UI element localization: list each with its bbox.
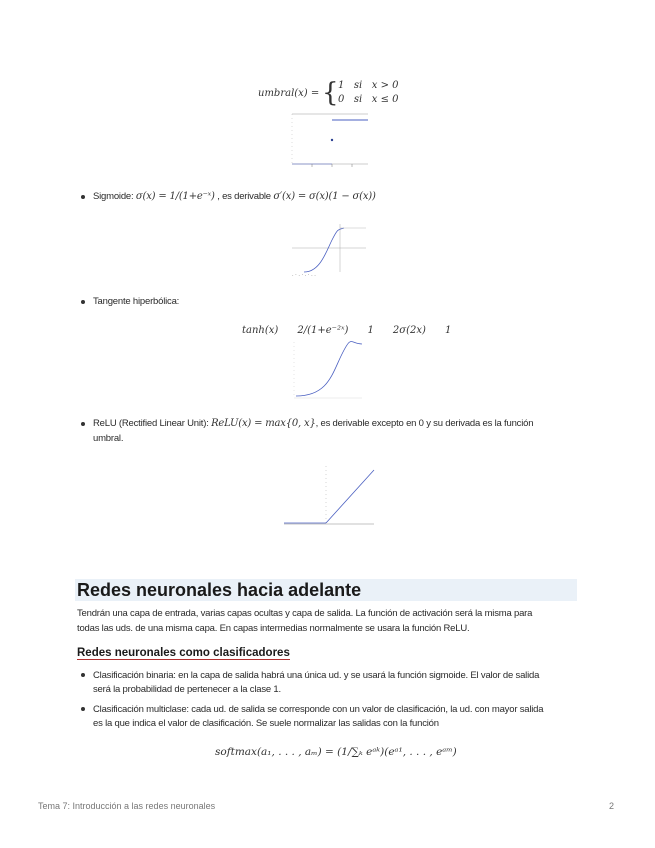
- page-number: 2: [609, 801, 615, 811]
- relu-item: [93, 418, 573, 444]
- section-paragraph: [77, 606, 577, 636]
- tanh-label: Tangente hiperbólica:: [93, 296, 180, 307]
- threshold-lhs: umbral(x) =: [258, 88, 320, 99]
- threshold-case-2: 0 si x ≤ 0: [338, 94, 399, 105]
- section-paragraph-line2: todas las uds. de una misma capa. En capas intermedias normalmente se usara la función ReLU.: [77, 623, 470, 634]
- sigmoid-derivative: σ′(x) = σ(x)(1 − σ(x)): [273, 191, 376, 202]
- svg-text:. · . · . · . .: . · . · . · . .: [292, 272, 316, 278]
- tanh-formula: tanh(x) 2/(1+e⁻²ˣ) 1 2σ(2x) 1: [242, 325, 452, 336]
- sigmoid-formula: σ(x) = 1/(1+e⁻ˣ): [135, 191, 215, 202]
- sigmoid-item: [93, 191, 376, 202]
- relu-text-line2: umbral.: [93, 433, 124, 444]
- multiclass-classification-line2: es la que indica el valor de clasificación. Se suele normalizar las salidas con la función: [93, 718, 439, 729]
- relu-formula: ReLU(x) = max{0, x}: [211, 418, 316, 429]
- threshold-plot: [288, 112, 372, 172]
- binary-classification-item: [93, 669, 578, 697]
- threshold-brace: {: [322, 78, 339, 108]
- subsection-title: Redes neuronales como clasificadores: [77, 647, 290, 659]
- sigmoid-label: Sigmoide:: [93, 191, 134, 202]
- sigmoid-plot: [290, 222, 370, 278]
- binary-classification-line1: Clasificación binaria: en la capa de salida habrá una única ud. y se usará la función sigmoide. El valor de salida: [93, 670, 540, 681]
- section-paragraph-line1: Tendrán una capa de entrada, varias capas ocultas y capa de salida. La función de activación será la misma para: [77, 608, 533, 619]
- multiclass-classification-line1: Clasificación multiclase: cada ud. de salida se corresponde con un valor de clasificación, la ud. con mayor salida: [93, 704, 544, 715]
- binary-classification-line2: será la probabilidad de pertenecer a la clase 1.: [93, 684, 281, 695]
- threshold-case-1: 1 si x > 0: [338, 80, 399, 91]
- footer-title: Tema 7: Introducción a las redes neuronales: [38, 801, 216, 811]
- multiclass-classification-item: [93, 703, 578, 731]
- relu-label: ReLU (Rectified Linear Unit):: [93, 418, 209, 429]
- tanh-plot: [288, 340, 364, 402]
- relu-plot: [282, 464, 378, 530]
- tanh-item: [93, 296, 179, 307]
- section-title: Redes neuronales hacia adelante: [75, 579, 577, 601]
- sigmoid-derivable-text: , es derivable: [217, 191, 271, 202]
- relu-text: , es derivable excepto en 0 y su derivada es la función: [315, 418, 534, 429]
- softmax-formula: softmax(a₁, . . . , aₘ) = (1/∑ₖ eᵃᵏ)(eᵃ¹, . . . , eᵃᵐ): [215, 746, 457, 758]
